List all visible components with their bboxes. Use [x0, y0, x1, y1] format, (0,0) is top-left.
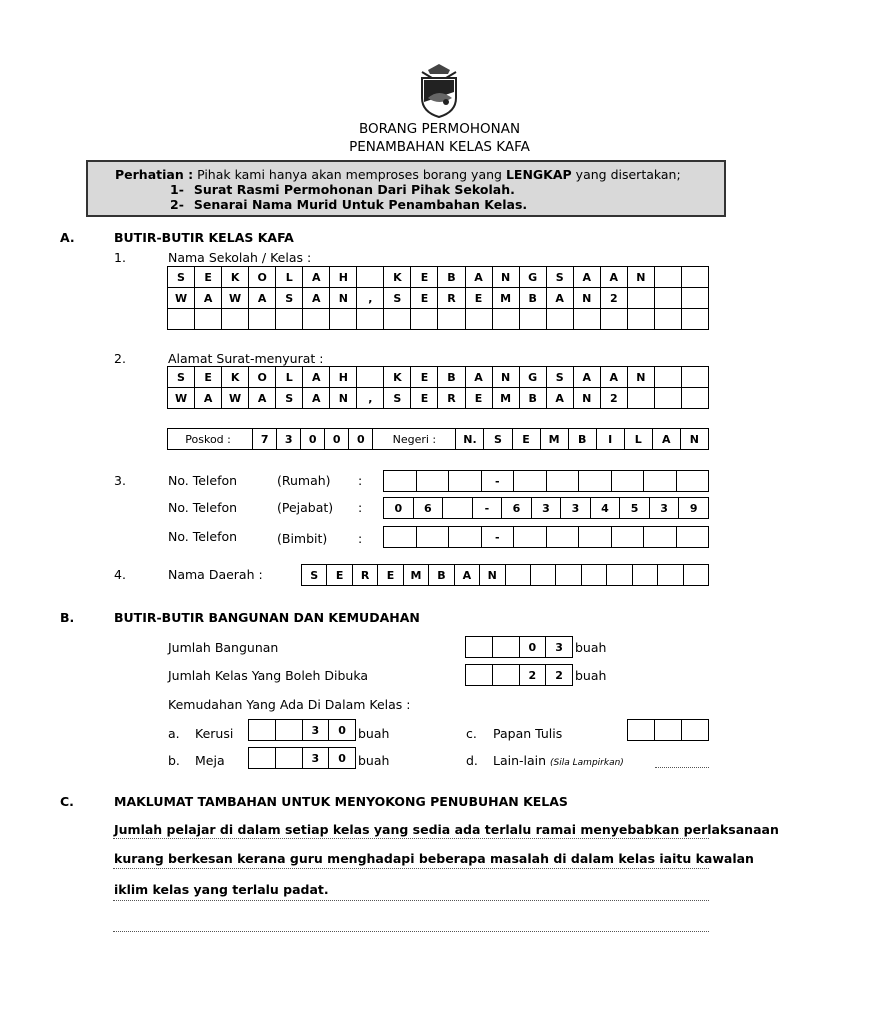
address-cell[interactable]: G — [519, 367, 546, 388]
school-cell[interactable]: S — [276, 288, 303, 309]
school-cell[interactable]: K — [384, 267, 411, 288]
district-cell[interactable]: E — [327, 565, 352, 586]
dotted-line — [113, 838, 709, 839]
address-cell[interactable]: A — [573, 367, 600, 388]
district-cell[interactable]: B — [429, 565, 454, 586]
school-cell[interactable]: N — [573, 288, 600, 309]
poskod-cell[interactable]: 0 — [349, 429, 373, 450]
negeri-cell[interactable]: A — [652, 429, 680, 450]
count-cell[interactable] — [492, 637, 519, 658]
chairs-grid[interactable] — [248, 719, 356, 741]
district-cell[interactable]: E — [378, 565, 403, 586]
address-cell[interactable]: L — [276, 367, 303, 388]
negeri-cell[interactable]: M — [540, 429, 568, 450]
question-number: 2. — [114, 351, 126, 366]
tables-grid[interactable] — [248, 747, 356, 769]
address-cell[interactable]: E — [411, 388, 438, 409]
notice-item: 1- Surat Rasmi Permohonan Dari Pihak Sekolah. — [170, 182, 515, 197]
address-cell[interactable] — [654, 367, 681, 388]
phone-digit-cell[interactable] — [644, 471, 677, 492]
phone-type: (Bimbit) — [277, 531, 328, 546]
count-cell[interactable]: 3 — [302, 720, 329, 741]
phone-digit-cell[interactable]: 6 — [502, 498, 532, 519]
notice-item: 2- Senarai Nama Murid Untuk Penambahan Kelas. — [170, 197, 528, 212]
whiteboard-label: Papan Tulis — [493, 726, 563, 741]
address-cell[interactable]: S — [276, 388, 303, 409]
count-cell[interactable] — [275, 720, 302, 741]
school-cell[interactable] — [357, 309, 384, 330]
school-cell[interactable]: A — [546, 288, 573, 309]
school-cell[interactable]: N — [627, 267, 654, 288]
phone-office-grid[interactable] — [383, 497, 709, 519]
school-cell[interactable] — [573, 309, 600, 330]
count-cell[interactable] — [466, 637, 493, 658]
school-cell[interactable] — [519, 309, 546, 330]
school-cell[interactable] — [681, 288, 708, 309]
phone-mobile-grid[interactable] — [383, 526, 709, 548]
form-subtitle: PENAMBAHAN KELAS KAFA — [349, 139, 530, 155]
negeri-cell[interactable]: B — [568, 429, 596, 450]
school-cell[interactable]: A — [600, 267, 627, 288]
school-cell[interactable]: E — [195, 267, 222, 288]
phone-label: No. Telefon — [168, 473, 238, 488]
phone-digit-cell[interactable] — [449, 471, 482, 492]
count-cell[interactable] — [655, 720, 682, 741]
district-cell[interactable] — [505, 565, 530, 586]
whiteboard-grid[interactable] — [627, 719, 709, 741]
district-cell[interactable]: N — [480, 565, 505, 586]
phone-digit-cell[interactable] — [449, 527, 482, 548]
school-cell[interactable] — [195, 309, 222, 330]
item-letter: d. — [466, 753, 478, 768]
count-cell[interactable]: 3 — [546, 637, 573, 658]
district-cell[interactable]: M — [403, 565, 428, 586]
negeri-label: Negeri : — [373, 429, 456, 450]
poskod-cell[interactable]: 3 — [277, 429, 301, 450]
phone-digit-cell[interactable]: - — [481, 471, 514, 492]
question-number: 4. — [114, 567, 126, 582]
school-cell[interactable]: E — [411, 288, 438, 309]
school-cell[interactable] — [438, 309, 465, 330]
school-cell[interactable]: E — [465, 288, 492, 309]
school-cell[interactable]: S — [168, 267, 195, 288]
address-cell[interactable]: E — [465, 388, 492, 409]
school-cell[interactable] — [546, 309, 573, 330]
school-cell[interactable]: L — [276, 267, 303, 288]
school-cell[interactable]: W — [168, 288, 195, 309]
address-cell[interactable]: N — [492, 367, 519, 388]
district-cell[interactable] — [556, 565, 581, 586]
address-cell[interactable]: W — [222, 388, 249, 409]
phone-digit-cell[interactable] — [546, 527, 579, 548]
section-heading: BUTIR-BUTIR KELAS KAFA — [114, 230, 294, 245]
phone-digit-cell[interactable] — [579, 527, 612, 548]
count-cell[interactable]: 0 — [329, 720, 356, 741]
item-letter: b. — [168, 753, 180, 768]
address-cell[interactable]: A — [465, 367, 492, 388]
school-cell[interactable]: H — [330, 267, 357, 288]
phone-digit-cell[interactable]: 9 — [679, 498, 709, 519]
address-cell[interactable]: B — [519, 388, 546, 409]
count-cell[interactable] — [275, 748, 302, 769]
phone-digit-cell[interactable] — [514, 527, 547, 548]
phone-colon: : — [358, 473, 363, 488]
address-cell[interactable]: 2 — [600, 388, 627, 409]
address-cell[interactable] — [681, 388, 708, 409]
class-count-label: Jumlah Kelas Yang Boleh Dibuka — [168, 668, 369, 683]
school-cell[interactable]: E — [411, 267, 438, 288]
district-cell[interactable] — [607, 565, 632, 586]
count-cell[interactable] — [682, 720, 709, 741]
phone-digit-cell[interactable]: 6 — [413, 498, 443, 519]
school-cell[interactable] — [330, 309, 357, 330]
negeri-cell[interactable]: E — [512, 429, 540, 450]
additional-info-line[interactable]: Jumlah pelajar di dalam setiap kelas yang sedia ada terlalu ramai menyebabkan perlaksanaan — [114, 822, 779, 837]
notice-text: Perhatian : Pihak kami hanya akan memproses borang yang LENGKAP yang disertakan; — [115, 167, 681, 182]
phone-type: (Rumah) — [277, 473, 331, 488]
school-cell[interactable]: B — [438, 267, 465, 288]
school-cell[interactable]: S — [384, 288, 411, 309]
count-cell[interactable] — [492, 665, 519, 686]
school-cell[interactable]: R — [438, 288, 465, 309]
phone-label: No. Telefon — [168, 500, 238, 515]
poskod-negeri-row[interactable] — [167, 428, 709, 450]
school-cell[interactable] — [168, 309, 195, 330]
district-label: Nama Daerah : — [168, 567, 263, 582]
phone-digit-cell[interactable]: 4 — [590, 498, 620, 519]
section-heading: MAKLUMAT TAMBAHAN UNTUK MENYOKONG PENUBUHAN KELAS — [114, 794, 568, 809]
school-cell[interactable]: S — [546, 267, 573, 288]
count-cell[interactable] — [628, 720, 655, 741]
address-cell[interactable]: E — [411, 367, 438, 388]
facilities-label: Kemudahan Yang Ada Di Dalam Kelas : — [168, 697, 411, 712]
school-cell[interactable]: N — [492, 267, 519, 288]
phone-digit-cell[interactable]: - — [481, 527, 514, 548]
school-cell[interactable]: A — [303, 267, 330, 288]
school-cell[interactable] — [303, 309, 330, 330]
section-letter: B. — [60, 610, 75, 625]
address-cell[interactable]: N — [330, 388, 357, 409]
dotted-line — [113, 900, 709, 901]
address-cell[interactable] — [681, 367, 708, 388]
school-cell[interactable]: K — [222, 267, 249, 288]
others-label: Lain-lain (Sila Lampirkan) — [493, 753, 624, 768]
item-letter: a. — [168, 726, 180, 741]
address-cell[interactable]: S — [546, 367, 573, 388]
address-cell[interactable]: S — [168, 367, 195, 388]
address-cell[interactable]: H — [330, 367, 357, 388]
school-cell[interactable] — [465, 309, 492, 330]
school-cell[interactable]: M — [492, 288, 519, 309]
address-cell[interactable]: S — [384, 388, 411, 409]
school-cell[interactable]: A — [573, 267, 600, 288]
phone-digit-cell[interactable] — [611, 527, 644, 548]
phone-digit-cell[interactable]: 3 — [531, 498, 561, 519]
question-number: 3. — [114, 473, 126, 488]
phone-digit-cell[interactable] — [676, 527, 709, 548]
count-cell[interactable] — [466, 665, 493, 686]
unit-label: buah — [575, 668, 607, 683]
additional-info-line[interactable]: kurang berkesan kerana guru menghadapi beberapa masalah di dalam kelas iaitu kawalan — [114, 851, 754, 866]
phone-digit-cell[interactable] — [416, 527, 449, 548]
phone-digit-cell[interactable] — [384, 527, 417, 548]
school-class-label: Nama Sekolah / Kelas : — [168, 250, 312, 265]
address-cell[interactable]: A — [303, 367, 330, 388]
address-cell[interactable]: M — [492, 388, 519, 409]
phone-home-grid[interactable] — [383, 470, 709, 492]
school-cell[interactable] — [654, 267, 681, 288]
district-cell[interactable] — [658, 565, 683, 586]
phone-digit-cell[interactable]: 5 — [620, 498, 650, 519]
phone-digit-cell[interactable] — [384, 471, 417, 492]
school-cell[interactable] — [654, 288, 681, 309]
address-cell[interactable]: A — [249, 388, 276, 409]
poskod-cell[interactable]: 0 — [325, 429, 349, 450]
item-letter: c. — [466, 726, 477, 741]
school-cell[interactable] — [627, 309, 654, 330]
poskod-cell[interactable]: 0 — [301, 429, 325, 450]
phone-colon: : — [358, 531, 363, 546]
school-cell[interactable]: , — [357, 288, 384, 309]
building-count-grid[interactable] — [465, 636, 573, 658]
address-cell[interactable]: A — [546, 388, 573, 409]
district-cell[interactable] — [632, 565, 657, 586]
address-cell[interactable]: K — [222, 367, 249, 388]
count-cell[interactable]: 0 — [519, 637, 546, 658]
address-cell[interactable]: N — [573, 388, 600, 409]
unit-label: buah — [575, 640, 607, 655]
dotted-line — [113, 868, 709, 869]
school-cell[interactable] — [384, 309, 411, 330]
school-cell[interactable]: A — [195, 288, 222, 309]
address-cell[interactable] — [627, 388, 654, 409]
dotted-line — [113, 931, 709, 932]
count-cell[interactable]: 2 — [519, 665, 546, 686]
section-heading: BUTIR-BUTIR BANGUNAN DAN KEMUDAHAN — [114, 610, 420, 625]
school-cell[interactable] — [276, 309, 303, 330]
address-cell[interactable] — [357, 367, 384, 388]
address-cell[interactable] — [654, 388, 681, 409]
phone-digit-cell[interactable] — [644, 527, 677, 548]
phone-digit-cell[interactable]: - — [472, 498, 502, 519]
school-cell[interactable]: A — [465, 267, 492, 288]
count-cell[interactable] — [249, 720, 276, 741]
count-cell[interactable] — [249, 748, 276, 769]
notice-box — [86, 160, 726, 217]
count-cell[interactable]: 3 — [302, 748, 329, 769]
school-name-grid[interactable] — [167, 266, 709, 330]
school-cell[interactable] — [222, 309, 249, 330]
district-cell[interactable]: A — [454, 565, 479, 586]
negeri-cell[interactable]: N. — [456, 429, 484, 450]
count-cell[interactable]: 0 — [329, 748, 356, 769]
unit-label: buah — [358, 726, 390, 741]
phone-digit-cell[interactable] — [416, 471, 449, 492]
poskod-cell[interactable]: 7 — [253, 429, 277, 450]
phone-colon: : — [358, 500, 363, 515]
school-cell[interactable] — [249, 309, 276, 330]
school-cell[interactable] — [654, 309, 681, 330]
school-cell[interactable] — [600, 309, 627, 330]
crest-logo — [418, 62, 460, 118]
address-cell[interactable]: A — [600, 367, 627, 388]
phone-type: (Pejabat) — [277, 500, 334, 515]
phone-digit-cell[interactable] — [546, 471, 579, 492]
address-cell[interactable]: A — [195, 388, 222, 409]
form-title: BORANG PERMOHONAN — [358, 121, 521, 137]
class-count-grid[interactable] — [465, 664, 573, 686]
negeri-cell[interactable]: I — [596, 429, 624, 450]
school-cell[interactable] — [357, 267, 384, 288]
chairs-label: Kerusi — [195, 726, 234, 741]
address-grid[interactable] — [167, 366, 709, 409]
negeri-cell[interactable]: S — [484, 429, 512, 450]
school-cell[interactable] — [627, 288, 654, 309]
address-cell[interactable]: W — [168, 388, 195, 409]
unit-label: buah — [358, 753, 390, 768]
school-cell[interactable]: N — [330, 288, 357, 309]
district-cell[interactable]: R — [352, 565, 377, 586]
phone-digit-cell[interactable]: 3 — [561, 498, 591, 519]
district-grid[interactable] — [301, 564, 709, 586]
school-cell[interactable]: W — [222, 288, 249, 309]
district-cell[interactable] — [581, 565, 606, 586]
phone-digit-cell[interactable] — [611, 471, 644, 492]
district-cell[interactable] — [530, 565, 555, 586]
section-letter: A. — [60, 230, 75, 245]
section-letter: C. — [60, 794, 74, 809]
address-cell[interactable]: , — [357, 388, 384, 409]
address-cell[interactable]: N — [627, 367, 654, 388]
phone-digit-cell[interactable]: 3 — [649, 498, 679, 519]
building-count-label: Jumlah Bangunan — [168, 640, 279, 655]
school-cell[interactable]: G — [519, 267, 546, 288]
school-cell[interactable]: O — [249, 267, 276, 288]
district-cell[interactable] — [683, 565, 708, 586]
district-cell[interactable]: S — [302, 565, 327, 586]
address-cell[interactable]: K — [384, 367, 411, 388]
negeri-cell[interactable]: N — [680, 429, 708, 450]
address-cell[interactable]: R — [438, 388, 465, 409]
school-cell[interactable]: A — [249, 288, 276, 309]
address-cell[interactable]: A — [303, 388, 330, 409]
additional-info-line[interactable]: iklim kelas yang terlalu padat. — [114, 882, 329, 897]
school-cell[interactable] — [492, 309, 519, 330]
poskod-label: Poskod : — [168, 429, 249, 450]
others-line[interactable] — [655, 767, 709, 768]
address-cell[interactable]: O — [249, 367, 276, 388]
count-cell[interactable]: 2 — [546, 665, 573, 686]
school-cell[interactable]: 2 — [600, 288, 627, 309]
school-cell[interactable] — [411, 309, 438, 330]
school-cell[interactable]: A — [303, 288, 330, 309]
phone-digit-cell[interactable] — [579, 471, 612, 492]
question-number: 1. — [114, 250, 126, 265]
school-cell[interactable]: B — [519, 288, 546, 309]
address-cell[interactable]: B — [438, 367, 465, 388]
tables-label: Meja — [195, 753, 225, 768]
school-cell[interactable] — [681, 267, 708, 288]
school-cell[interactable] — [681, 309, 708, 330]
phone-label: No. Telefon — [168, 529, 238, 544]
address-label: Alamat Surat-menyurat : — [168, 351, 324, 366]
negeri-cell[interactable]: L — [624, 429, 652, 450]
phone-digit-cell[interactable] — [514, 471, 547, 492]
phone-digit-cell[interactable] — [676, 471, 709, 492]
phone-digit-cell[interactable]: 0 — [384, 498, 414, 519]
address-cell[interactable]: E — [195, 367, 222, 388]
phone-digit-cell[interactable] — [443, 498, 473, 519]
